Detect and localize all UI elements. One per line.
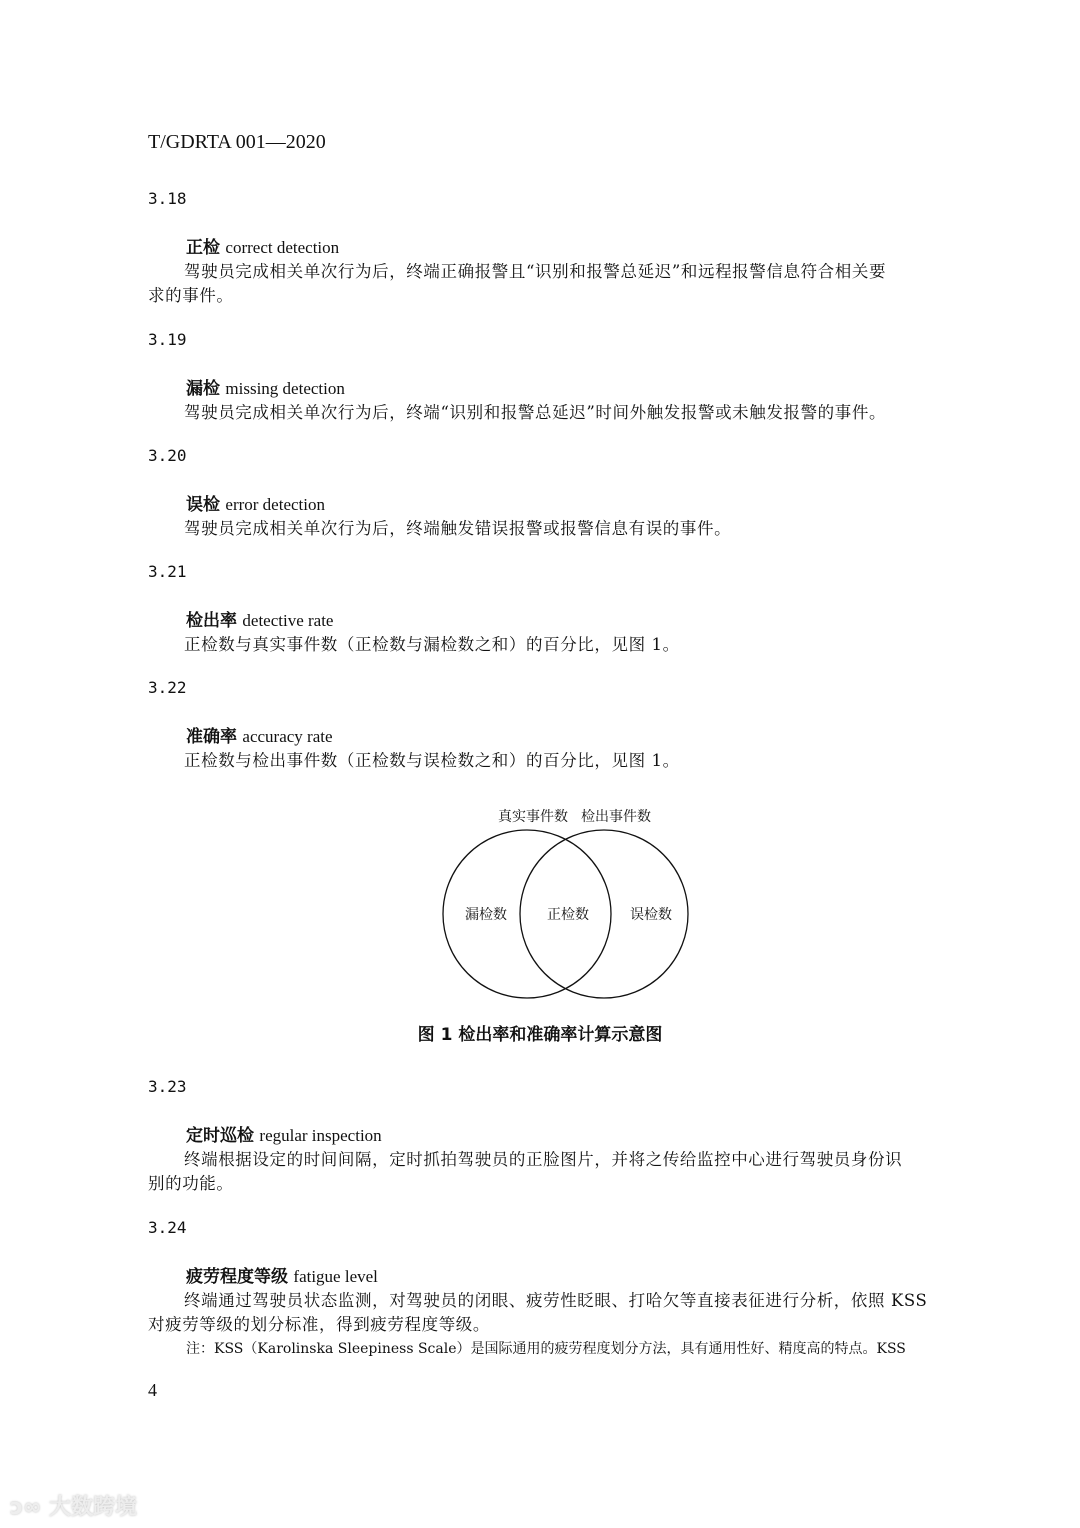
term-zh: 正检: [186, 238, 220, 258]
section-number: 3.20: [148, 446, 187, 465]
term-zh: 漏检: [186, 379, 220, 399]
term-en: missing detection: [225, 379, 345, 398]
definition-line: 驾驶员完成相关单次行为后，终端触发错误报警或报警信息有误的事件。: [184, 519, 732, 538]
definition-line: 终端根据设定的时间间隔，定时抓拍驾驶员的正脸图片，并将之传给监控中心进行驾驶员身份识: [184, 1150, 903, 1169]
term-zh: 定时巡检: [186, 1126, 254, 1146]
term-en: detective rate: [242, 611, 334, 630]
venn-diagram: [420, 800, 710, 1005]
document-header: T/GDRTA 001—2020: [148, 131, 326, 153]
definition-line: 正检数与真实事件数（正检数与漏检数之和）的百分比，见图 1。: [184, 635, 680, 654]
term-en: fatigue level: [293, 1267, 378, 1286]
section-number: 3.22: [148, 678, 187, 697]
definition-line: 对疲劳等级的划分标准，得到疲劳程度等级。: [148, 1315, 490, 1334]
section-number: 3.23: [148, 1077, 187, 1096]
term-en: accuracy rate: [242, 727, 333, 746]
term-heading: [186, 233, 339, 258]
term-heading: [186, 374, 345, 399]
section-number: 3.24: [148, 1218, 187, 1237]
note: 注：KSS（Karolinska Sleepiness Scale）是国际通用的疲劳程度划分方法，具有通用性好、精度高的特点。KSS: [186, 1341, 906, 1357]
term-en: correct detection: [225, 238, 340, 257]
section-number: 3.19: [148, 330, 187, 349]
term-heading: [186, 1121, 382, 1146]
definition-line: 驾驶员完成相关单次行为后，终端“识别和报警总延迟”时间外触发报警或未触发报警的事件。: [184, 403, 887, 422]
term-heading: [186, 1262, 378, 1287]
page-number: 4: [148, 1380, 157, 1400]
definition-line: 求的事件。: [148, 286, 234, 305]
term-zh: 误检: [186, 495, 220, 515]
region-error: 误检数: [630, 907, 672, 923]
definition-line: 终端通过驾驶员状态监测，对驾驶员的闭眼、疲劳性眨眼、打哈欠等直接表征进行分析，依照 KSS: [184, 1291, 928, 1310]
region-missing: 漏检数: [465, 907, 507, 923]
term-heading: [186, 490, 325, 515]
section-number: 3.21: [148, 562, 187, 581]
term-zh: 疲劳程度等级: [186, 1267, 288, 1287]
term-heading: [186, 606, 333, 631]
label-real-events: 真实事件数: [498, 809, 568, 825]
label-detected-events: 检出事件数: [581, 809, 651, 825]
term-heading: [186, 722, 333, 747]
section-number: 3.18: [148, 189, 187, 208]
definition-line: 正检数与检出事件数（正检数与误检数之和）的百分比，见图 1。: [184, 751, 680, 770]
definition-line: 驾驶员完成相关单次行为后，终端正确报警且“识别和报警总延迟”和远程报警信息符合相关要: [184, 262, 887, 281]
term-en: regular inspection: [259, 1126, 382, 1145]
figure-caption: 图 1 检出率和准确率计算示意图: [417, 1025, 663, 1045]
definition-line: 别的功能。: [148, 1174, 234, 1193]
region-correct: 正检数: [547, 907, 589, 923]
term-zh: 准确率: [186, 727, 237, 747]
term-zh: 检出率: [186, 611, 237, 631]
watermark-logo: ↄ∞ 大数跨境: [10, 1495, 138, 1520]
term-en: error detection: [225, 495, 325, 514]
